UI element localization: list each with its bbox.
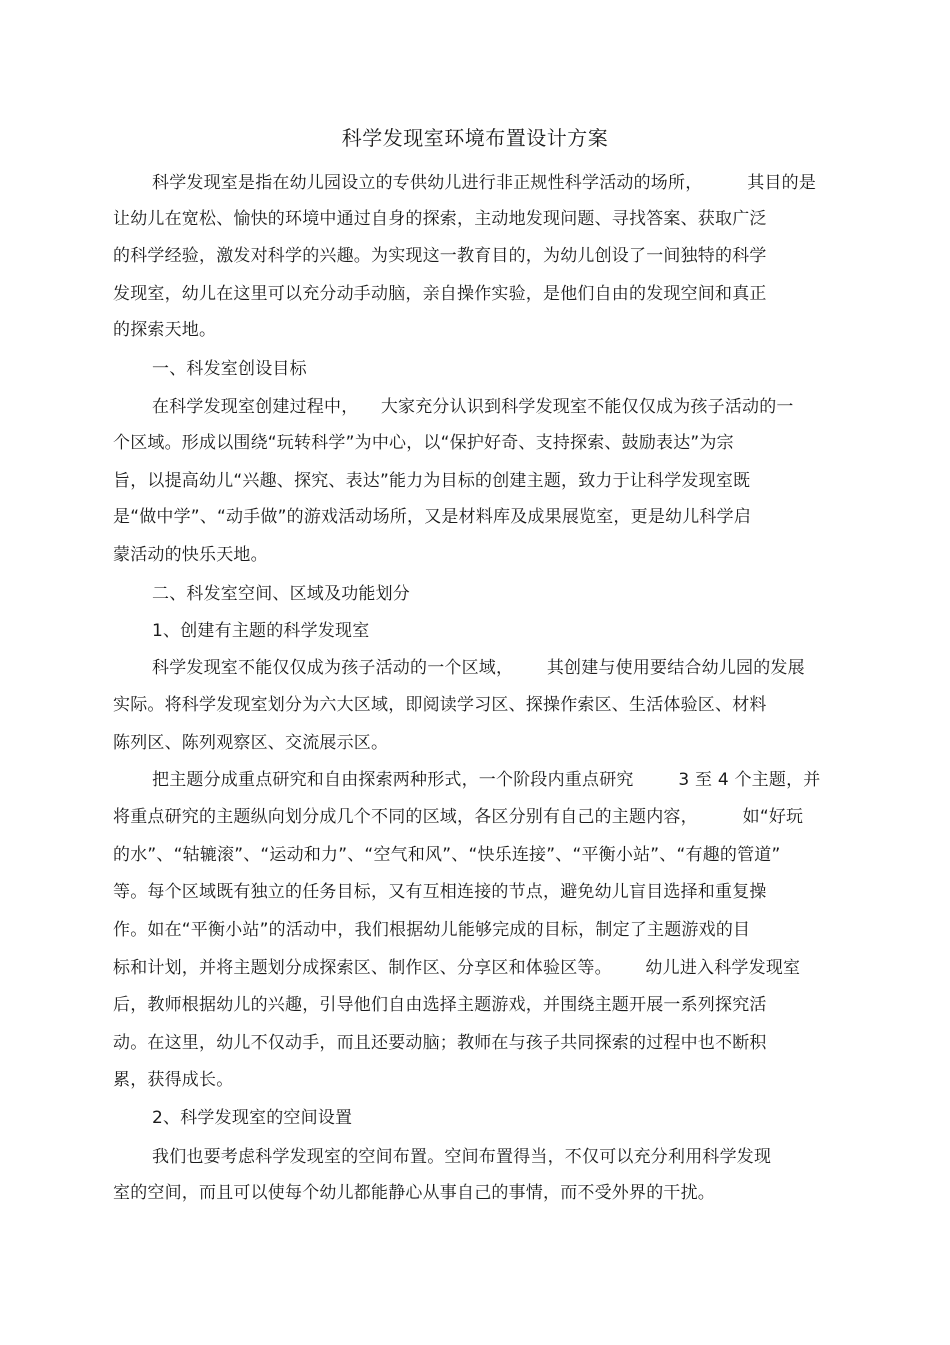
paragraph-line: 蒙活动的快乐天地。: [113, 545, 268, 565]
paragraph-line: 的科学经验，激发对科学的兴趣。为实现这一教育目的，为幼儿创设了一间独特的科学: [113, 246, 767, 266]
paragraph-line: 科学发现室是指在幼儿园设立的专供幼儿进行非正规性科学活动的场所， 其目的是: [152, 173, 817, 193]
paragraph-line: 实际。将科学发现室划分为六大区域，即阅读学习区、探操作索区、生活体验区、材料: [113, 695, 767, 715]
paragraph-line: 陈列区、陈列观察区、交流展示区。: [113, 733, 389, 753]
paragraph-line: 的探索天地。: [113, 320, 217, 340]
section-heading: 一、科发室创设目标: [152, 359, 307, 379]
paragraph-line: 的水”、“轱辘滚”、“运动和力”、“空气和风”、“快乐连接”、“平衡小站”、“有趣的管道”: [113, 845, 781, 865]
paragraph-line: 科学发现室不能仅仅成为孩子活动的一个区域， 其创建与使用要结合幼儿园的发展: [152, 658, 805, 678]
paragraph-line: 作。如在“平衡小站”的活动中，我们根据幼儿能够完成的目标，制定了主题游戏的目: [113, 920, 751, 940]
paragraph-line: 我们也要考虑科学发现室的空间布置。空间布置得当，不仅可以充分利用科学发现: [152, 1147, 772, 1167]
paragraph-line: 动。在这里，幼儿不仅动手，而且还要动脑；教师在与孩子共同探索的过程中也不断积: [113, 1033, 767, 1053]
paragraph-line: 是“做中学”、“动手做”的游戏活动场所，又是材料库及成果展览室，更是幼儿科学启: [113, 507, 752, 527]
paragraph-line: 后，教师根据幼儿的兴趣，引导他们自由选择主题游戏，并围绕主题开展一系列探究活: [113, 995, 767, 1015]
paragraph-line: 累，获得成长。: [113, 1070, 234, 1090]
paragraph-line: 室的空间，而且可以使每个幼儿都能静心从事自己的事情，而不受外界的干扰。: [113, 1183, 715, 1203]
paragraph-line: 让幼儿在宽松、愉快的环境中通过自身的探索，主动地发现问题、寻找答案、获取广泛: [113, 209, 767, 229]
paragraph-line: 标和计划，并将主题划分成探索区、制作区、分享区和体验区等。 幼儿进入科学发现室: [113, 958, 801, 978]
paragraph-line: 将重点研究的主题纵向划分成几个不同的区域，各区分别有自己的主题内容， 如“好玩: [113, 807, 804, 827]
subsection-heading: 2、科学发现室的空间设置: [152, 1108, 353, 1128]
paragraph-line: 发现室，幼儿在这里可以充分动手动脑，亲自操作实验，是他们自由的发现空间和真正: [113, 284, 767, 304]
subsection-heading: 1、创建有主题的科学发现室: [152, 621, 370, 641]
paragraph-line: 把主题分成重点研究和自由探索两种形式，一个阶段内重点研究 3 至 4 个主题，并: [152, 770, 821, 790]
paragraph-line: 等。每个区域既有独立的任务目标，又有互相连接的节点，避免幼儿盲目选择和重复操: [113, 882, 767, 902]
paragraph-line: 在科学发现室创建过程中， 大家充分认识到科学发现室不能仅仅成为孩子活动的一: [152, 397, 794, 417]
paragraph-line: 旨，以提高幼儿“兴趣、探究、表达”能力为目标的创建主题，致力于让科学发现室既: [113, 471, 751, 491]
paragraph-line: 个区域。形成以围绕“玩转科学”为中心，以“保护好奇、支持探索、鼓励表达”为宗: [113, 433, 734, 453]
document-title: 科学发现室环境布置设计方案: [341, 126, 609, 150]
section-heading: 二、科发室空间、区域及功能划分: [152, 584, 410, 604]
